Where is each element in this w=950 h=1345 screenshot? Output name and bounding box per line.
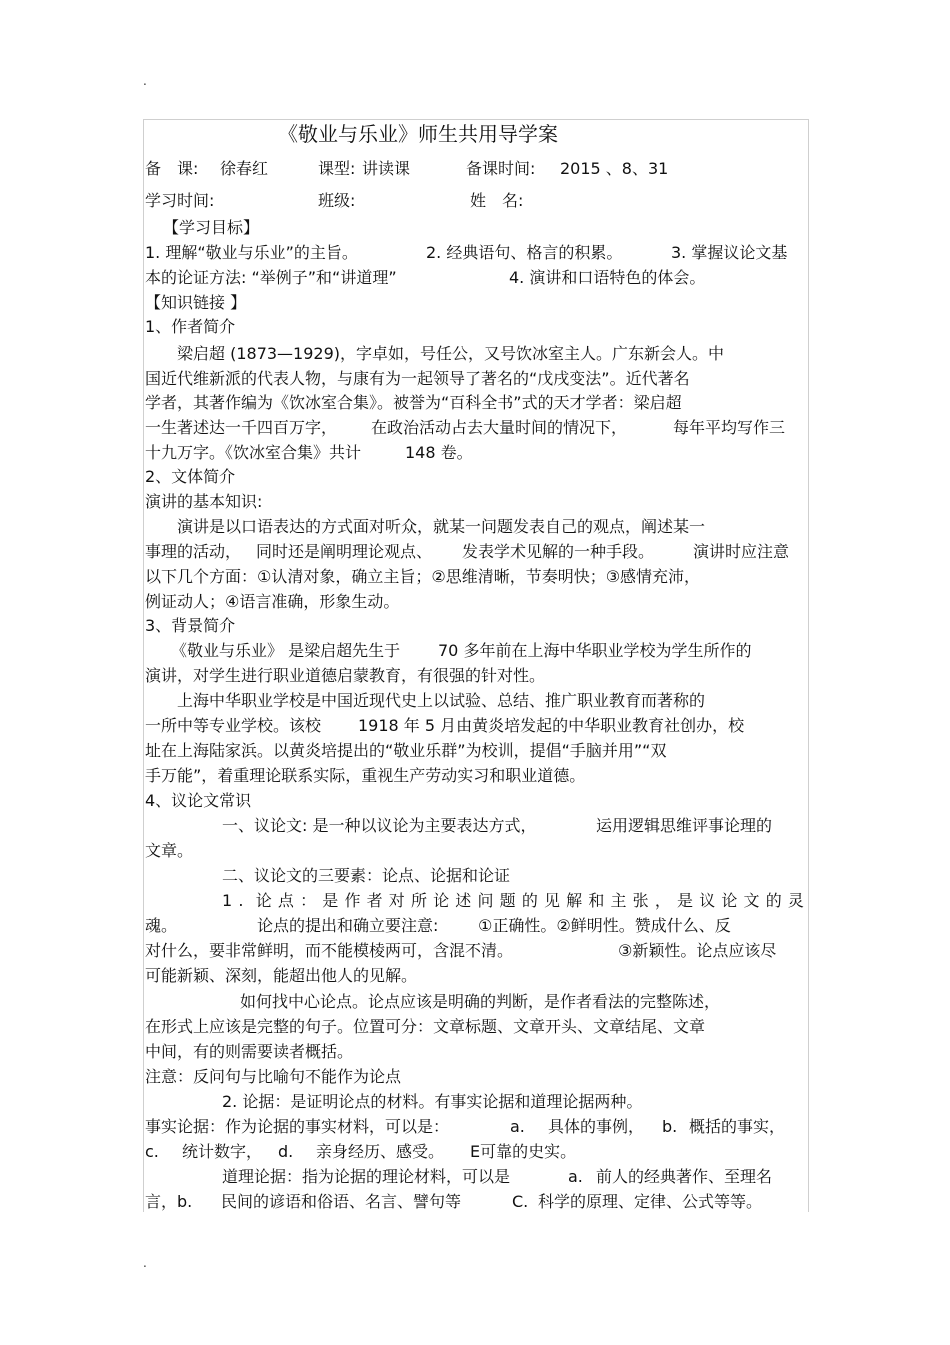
speech-line-2d: 演讲时应注意 [693,542,790,561]
arg-three-elements: 二、议论文的三要素：论点、论据和论证 [222,866,511,885]
reason-evidence-b: a. [568,1167,583,1186]
date-value: 2015 、8、31 [560,159,669,178]
prep-label: 备 课: [145,159,199,178]
reason-evidence-d: 言，b. [145,1192,193,1211]
author-line-2: 国近代维新派的代表人物，与康有为一起领导了著名的“戊戌变法”。近代著名 [145,369,690,388]
thesis-line-2b: 论点的提出和确立要注意: [257,916,439,935]
speech-line-2b: 同时还是阐明理论观点、 [256,542,433,561]
fact-evidence-h: d. [278,1142,294,1161]
thesis-line-2c: ①正确性。②鲜明性。赞成什么、反 [478,916,731,935]
heading-argumentation: 4、议论文常识 [145,791,252,810]
thesis-def: 1 . 论 点 ： 是 作 者 对 所 论 述 问 题 的 见 解 和 主 张 ， 是 议 论 文 的 灵 [222,891,804,910]
fact-evidence-e: 概括的事实， [689,1117,786,1136]
speech-basics: 演讲的基本知识: [145,492,263,511]
author-line-3: 学者，其著作编为《饮冰室合集》。被誉为“百科全书”式的天才学者：梁启超 [145,393,682,412]
author-line-4a: 一生著述达一千四百万字， [145,418,338,437]
fact-evidence-g: 统计数字， [182,1142,263,1161]
fact-evidence-c: 具体的事例， [548,1117,645,1136]
reason-evidence-c: 前人的经典著作、至理名 [596,1167,773,1186]
study-time-label: 学习时间: [145,191,215,210]
heading-genre: 2、文体简介 [145,467,236,486]
prep-value: 徐春红 [220,159,269,178]
fact-evidence-i: 亲身经历、感受。 [316,1142,445,1161]
thesis-line-4: 可能新颖、深刻，能超出他人的见解。 [145,966,418,985]
arg-def-a: 一、议论文: 是一种以议论为主要表达方式， [222,816,537,835]
thesis-line-3b: ③新颖性。论点应该尽 [618,941,777,960]
background-line-5: 址在上海陆家浜。以黄炎培提出的“敬业乐群”为校训，提倡“手脑并用”“双 [145,741,667,760]
note-line: 注意：反问句与比喻句不能作为论点 [145,1067,402,1086]
goal-3-cont: 本的论证方法: “举例子”和“讲道理” [145,268,397,287]
section-learning-goals: 【学习目标】 [163,218,260,237]
arg-def-b: 运用逻辑思维评事论理的 [596,816,773,835]
fact-evidence-d: b. [662,1117,678,1136]
author-line-1: 梁启超 (1873—1929)，字卓如，号任公，又号饮冰室主人。广东新会人。中 [177,344,725,363]
author-line-5a: 十九万字。《饮冰室合集》共计 [145,443,362,462]
heading-background: 3、背景简介 [145,616,236,635]
author-line-4b: 在政治活动占去大量时间的情况下， [371,418,628,437]
date-label: 备课时间: [466,159,536,178]
thesis-line-3a: 对什么，要非常鲜明，而不能模棱两可，含混不清。 [145,941,514,960]
name-label: 姓 名: [470,191,524,210]
goal-1: 1. 理解“敬业与乐业”的主旨。 [145,243,358,262]
background-line-4b: 1918 年 5 月由黄炎培发起的中华职业教育社创办，校 [358,716,745,735]
reason-evidence-a: 道理论据：指为论据的理论材料，可以是 [222,1167,511,1186]
section-knowledge-link: 【知识链接 】 [145,293,247,312]
central-thesis-1: 如何找中心论点。论点应该是明确的判断，是作者看法的完整陈述， [240,992,721,1011]
type-label: 课型: [318,159,356,178]
central-thesis-3: 中间，有的则需要读者概括。 [145,1042,354,1061]
class-label: 班级: [318,191,356,210]
page-mark-bottom: . [143,1256,147,1270]
thesis-line-2a: 魂。 [145,916,178,935]
type-value: 讲读课 [362,159,411,178]
reason-evidence-e: 民间的谚语和俗语、名言、譬句等 [221,1192,462,1211]
background-line-1b: 70 多年前在上海中华职业学校为学生所作的 [438,641,752,660]
goal-3: 3. 掌握议论文基 [671,243,788,262]
goal-2: 2. 经典语句、格言的积累。 [426,243,623,262]
background-line-1a: 《敬业与乐业》 是梁启超先生于 [171,641,401,660]
heading-author: 1、作者简介 [145,317,236,336]
evidence-def: 2. 论据：是证明论点的材料。有事实论据和道理论据两种。 [222,1092,643,1111]
page-mark-top: . [143,74,147,88]
reason-evidence-g: 科学的原理、定律、公式等等。 [538,1192,763,1211]
speech-line-1: 演讲是以口语表达的方式面对听众，就某一问题发表自己的观点，阐述某一 [177,517,706,536]
document-title: 《敬业与乐业》师生共用导学案 [278,122,558,146]
speech-line-2c: 发表学术见解的一种手段。 [462,542,655,561]
background-line-4a: 一所中等专业学校。该校 [145,716,322,735]
fact-evidence-f: c. [145,1142,159,1161]
fact-evidence-b: a. [510,1117,525,1136]
author-line-5b: 148 卷。 [405,443,473,462]
speech-line-3: 以下几个方面：①认清对象，确立主旨；②思维清晰，节奏明快；③感情充沛， [145,567,701,586]
background-line-3: 上海中华职业学校是中国近现代史上以试验、总结、推广职业教育而著称的 [177,691,706,710]
background-line-2: 演讲，对学生进行职业道德启蒙教育，有很强的针对性。 [145,666,546,685]
author-line-4c: 每年平均写作三 [673,418,786,437]
central-thesis-2: 在形式上应该是完整的句子。位置可分：文章标题、文章开头、文章结尾、文章 [145,1017,706,1036]
fact-evidence-j: E可靠的史实。 [470,1142,577,1161]
reason-evidence-f: C. [512,1192,529,1211]
speech-line-2a: 事理的活动， [145,542,242,561]
speech-line-4: 例证动人；④语言准确，形象生动。 [145,592,400,611]
fact-evidence-a: 事实论据：作为论据的事实材料，可以是： [145,1117,450,1136]
arg-def-c: 文章。 [145,841,194,860]
background-line-6: 手万能”，着重理论联系实际，重视生产劳动实习和职业道德。 [145,766,586,785]
goal-4: 4. 演讲和口语特色的体会。 [509,268,706,287]
